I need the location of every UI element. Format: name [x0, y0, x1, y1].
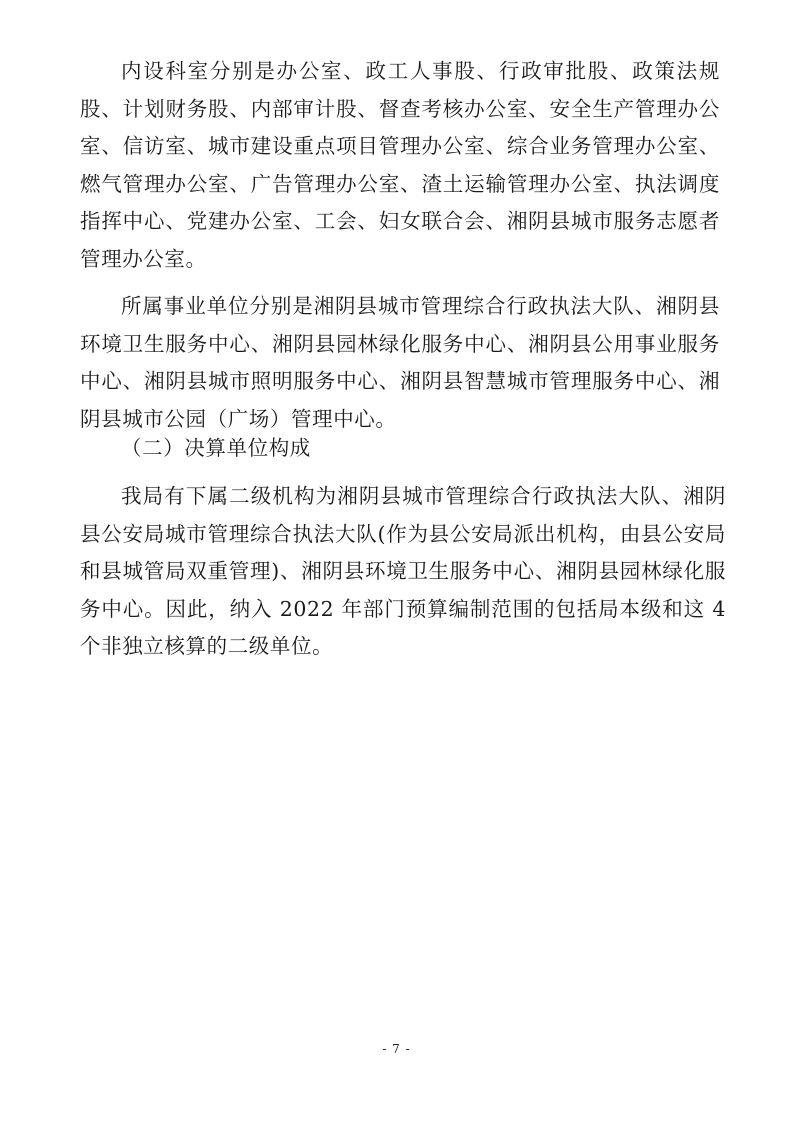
- page-number: - 7 -: [382, 1042, 411, 1056]
- paragraph-affiliated-units: 所属事业单位分别是湘阴县城市管理综合行政执法大队、湘阴县环境卫生服务中心、湘阴县园林绿化服务中心、湘阴县公用事业服务中心、湘阴县城市照明服务中心、湘阴县智慧城市管理服务中心、湘阴县城市公园（广场）管理中心。: [80, 294, 720, 431]
- section-heading: （二）决算单位构成: [121, 436, 311, 460]
- paragraph-budget-units: 我局有下属二级机构为湘阴县城市管理综合行政执法大队、湘阴县公安局城市管理综合执法大队(作为县公安局派出机构，由县公安局和县城管局双重管理)、湘阴县环境卫生服务中心、湘阴县园林绿化服务中心。因此，纳入 2022 年部门预算编制范围的包括局本级和这 4 个非独立核算的二级单位。: [80, 484, 726, 658]
- paragraph-internal-departments: 内设科室分别是办公室、政工人事股、行政审批股、政策法规股、计划财务股、内部审计股、督查考核办公室、安全生产管理办公室、信访室、城市建设重点项目管理办公室、综合业务管理办公室、燃气管理办公室、广告管理办公室、渣土运输管理办公室、执法调度指挥中心、党建办公室、工会、妇女联合会、湘阴县城市服务志愿者管理办公室。: [80, 59, 720, 271]
